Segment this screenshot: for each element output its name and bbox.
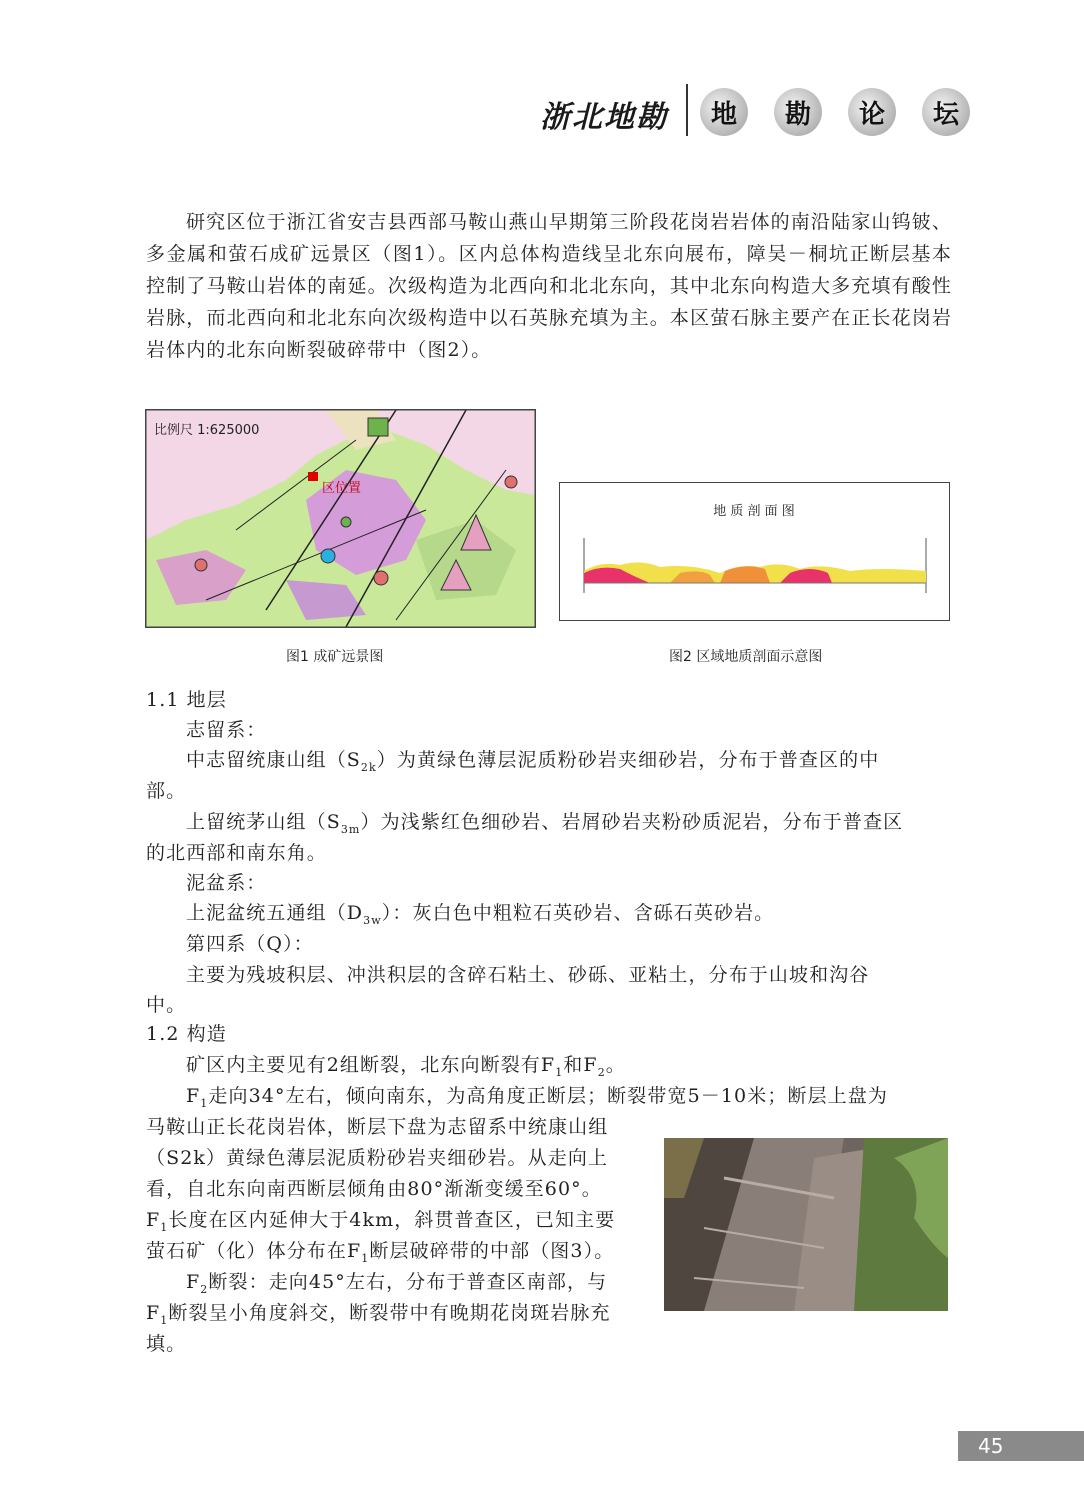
- map-graphic: [146, 410, 535, 627]
- text-line: 中志留统康山组$(S_{2k})$为黄绿色薄层泥质粉砂岩夹细砂岩，分布于普查区的中: [186, 749, 880, 774]
- section-char: 勘: [774, 88, 822, 136]
- section-title: 地 质 剖 面 图: [713, 504, 795, 519]
- text-line: 主要为残坡积层、冲洪积层的含碎石粘土、砂砾、亚粘土，分布于山坡和沟谷: [186, 964, 870, 986]
- subheading-silurian: 志留系：: [186, 719, 267, 741]
- text-line: 矿区内主要见有2组断裂，北东向断裂有$F_1$和$F_2$。: [186, 1054, 626, 1079]
- intro-paragraph: 研究区位于浙江省安吉县西部马鞍山燕山早期第三阶段花岗岩岩体的南沿陆家山钨铍、多金属和萤石成矿远景区（图1）。区内总体构造线呈北东向展布，障吴－桐坑正断层基本控制了马鞍山岩体的南延。次级构造为北西向和北北东向，其中北东向构造大多充填有酸性岩脉，而北西向和北北东向次级构造中以石英脉充填为主。本区萤石脉主要产在正长花岗岩岩体内的北东向断裂破碎带中（图2）。: [146, 211, 952, 361]
- text-line: 看，自北东向南西断层倾角由80°渐渐变缓至60°。: [146, 1178, 602, 1200]
- text-line: 中。: [146, 994, 187, 1016]
- figure-1-map: [145, 409, 536, 628]
- section-1-1-heading: 1.1 地层: [146, 689, 227, 711]
- section-char: 论: [848, 88, 896, 136]
- figure-2-caption: 图2 区域地质剖面示意图: [669, 649, 823, 665]
- section-1-2-heading: 1.2 构造: [146, 1023, 227, 1045]
- subheading-quaternary: 第四系（Q）：: [186, 933, 314, 955]
- subheading-devonian: 泥盆系：: [186, 872, 267, 894]
- text-line: （S2k）黄绿色薄层泥质粉砂岩夹细砂岩。从走向上: [146, 1147, 609, 1169]
- section-title: [700, 88, 970, 136]
- text-line: $F_1$走向34°左右，倾向南东，为高角度正断层；断裂带宽5－10米；断层上盘为: [186, 1085, 888, 1110]
- page-number-bar: [958, 1431, 1084, 1461]
- figure-1-caption: 图1 成矿远景图: [286, 649, 384, 665]
- section-char: 坛: [922, 88, 970, 136]
- text-line: 的北西部和南东角。: [146, 842, 327, 864]
- page-number: 45: [978, 1434, 1004, 1458]
- text-line: $F_2$断裂：走向45°左右，分布于普查区南部，与: [186, 1271, 608, 1296]
- section-char: 地: [700, 88, 748, 136]
- rock-outcrop-photo: [664, 1138, 948, 1311]
- text-line: 上留统茅山组$(S_{3m})$为浅紫红色细砂岩、岩屑砂岩夹粉砂质泥岩，分布于普查区: [186, 811, 904, 836]
- text-line: $F_1$长度在区内延伸大于4km，斜贯普查区，已知主要: [146, 1209, 616, 1234]
- figure-2-section: [559, 482, 950, 621]
- text-line: 马鞍山正长花岗岩体，断层下盘为志留系中统康山组: [146, 1116, 609, 1138]
- text-line: 萤石矿（化）体分布在$F_1$断层破碎带的中部（图3）。: [146, 1240, 615, 1265]
- figure-3-photo: [664, 1138, 948, 1311]
- section-graphic: [560, 483, 949, 620]
- text-line: 部。: [146, 780, 187, 802]
- text-line: 上泥盆统五通组$(D_{3w})$：灰白色中粗粒石英砂岩、含砾石英砂岩。: [186, 902, 775, 927]
- journal-brand: 浙北地勘: [540, 100, 668, 135]
- text-line: 填。: [146, 1333, 187, 1355]
- map-scale-label: 比例尺 1:625000: [154, 423, 260, 438]
- header-separator: [686, 84, 688, 136]
- text-line: $F_1$断裂呈小角度斜交，断裂带中有晚期花岗斑岩脉充: [146, 1302, 611, 1327]
- map-area-label: 区位置: [322, 481, 362, 496]
